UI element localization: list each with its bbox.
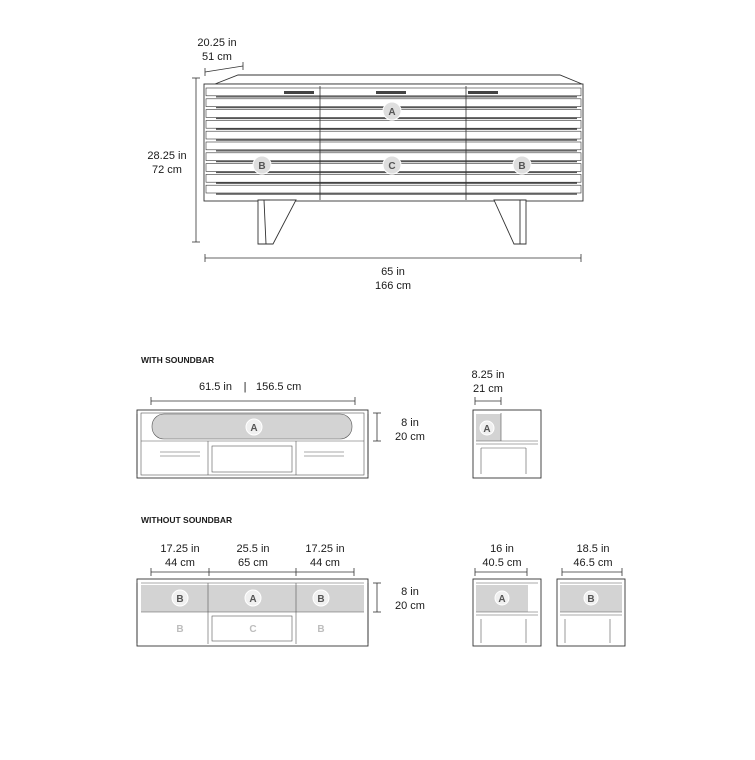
with-soundbar-side-label: A	[483, 424, 491, 435]
hero-height-cm: 72 cm	[152, 164, 182, 176]
hero-slat	[206, 142, 581, 150]
hero-depth-cm: 51 cm	[202, 51, 232, 63]
hero-width-in: 65 in	[381, 266, 405, 278]
hero-leg-left	[258, 200, 296, 244]
hero-handle-right	[468, 91, 498, 94]
hero-label-b-right: B	[518, 161, 526, 172]
hero-handle-left	[284, 91, 314, 94]
hero-top-slab	[215, 75, 582, 84]
hero-handle-center	[376, 91, 406, 94]
hero-label-b-left: B	[258, 161, 266, 172]
without-soundbar-heading: WITHOUT SOUNDBAR	[141, 515, 233, 525]
without-soundbar-height-in: 8 in	[401, 586, 419, 598]
without-soundbar-top-label-mid: A	[249, 594, 257, 605]
without-soundbar-top-label-left: B	[176, 594, 184, 605]
with-soundbar-heading: WITH SOUNDBAR	[141, 355, 215, 365]
without-soundbar-side-b-label: B	[587, 594, 595, 605]
with-soundbar-width-cm: 156.5 cm	[256, 381, 302, 393]
without-soundbar-w-mid-in: 25.5 in	[236, 543, 270, 555]
with-soundbar-separator: |	[243, 381, 247, 393]
with-soundbar-section	[137, 355, 541, 478]
without-soundbar-bottom-label-right: B	[317, 624, 325, 635]
with-soundbar-width-in: 61.5 in	[198, 381, 232, 393]
hero-slat	[206, 131, 581, 139]
without-soundbar-side-b-depth-cm: 46.5 cm	[573, 557, 613, 569]
without-soundbar-w-right-in: 17.25 in	[305, 543, 345, 555]
without-soundbar-side-a-depth-cm: 40.5 cm	[482, 557, 522, 569]
without-soundbar-side-a-depth-in: 16 in	[490, 543, 514, 555]
hero-slat	[206, 174, 581, 182]
without-soundbar-bottom-label-mid: C	[249, 624, 257, 635]
without-soundbar-w-left-in: 17.25 in	[160, 543, 200, 555]
with-soundbar-height-in: 8 in	[401, 417, 419, 429]
with-soundbar-side-depth-cm: 21 cm	[473, 383, 503, 395]
without-soundbar-w-right-cm: 44 cm	[310, 557, 340, 569]
without-soundbar-w-left-cm: 44 cm	[165, 557, 195, 569]
without-soundbar-section	[137, 515, 625, 646]
hero-depth-in: 20.25 in	[197, 37, 237, 49]
without-soundbar-w-mid-cm: 65 cm	[238, 557, 268, 569]
without-soundbar-height-cm: 20 cm	[395, 600, 425, 612]
hero-slat	[206, 185, 581, 193]
hero-label-a: A	[388, 107, 396, 118]
with-soundbar-side-depth-in: 8.25 in	[471, 369, 505, 381]
with-soundbar-height-cm: 20 cm	[395, 431, 425, 443]
hero-leg-right	[494, 200, 526, 244]
hero-depth-line	[205, 66, 243, 72]
without-soundbar-side-a-label: A	[498, 594, 506, 605]
without-soundbar-top-label-right: B	[317, 594, 325, 605]
hero-height-in: 28.25 in	[147, 150, 187, 162]
without-soundbar-bottom-label-left: B	[176, 624, 184, 635]
hero-slat	[206, 120, 581, 128]
without-soundbar-side-b-cabinet	[557, 579, 625, 646]
with-soundbar-side-cabinet	[473, 410, 541, 478]
without-soundbar-side-b-depth-in: 18.5 in	[576, 543, 610, 555]
without-soundbar-side-a-cabinet	[473, 579, 541, 646]
hero-width-cm: 166 cm	[374, 280, 412, 292]
without-soundbar-front-cabinet	[137, 579, 368, 646]
hero-label-c: C	[388, 161, 396, 172]
with-soundbar-front-label: A	[250, 423, 258, 434]
hero-elevation	[147, 37, 583, 292]
